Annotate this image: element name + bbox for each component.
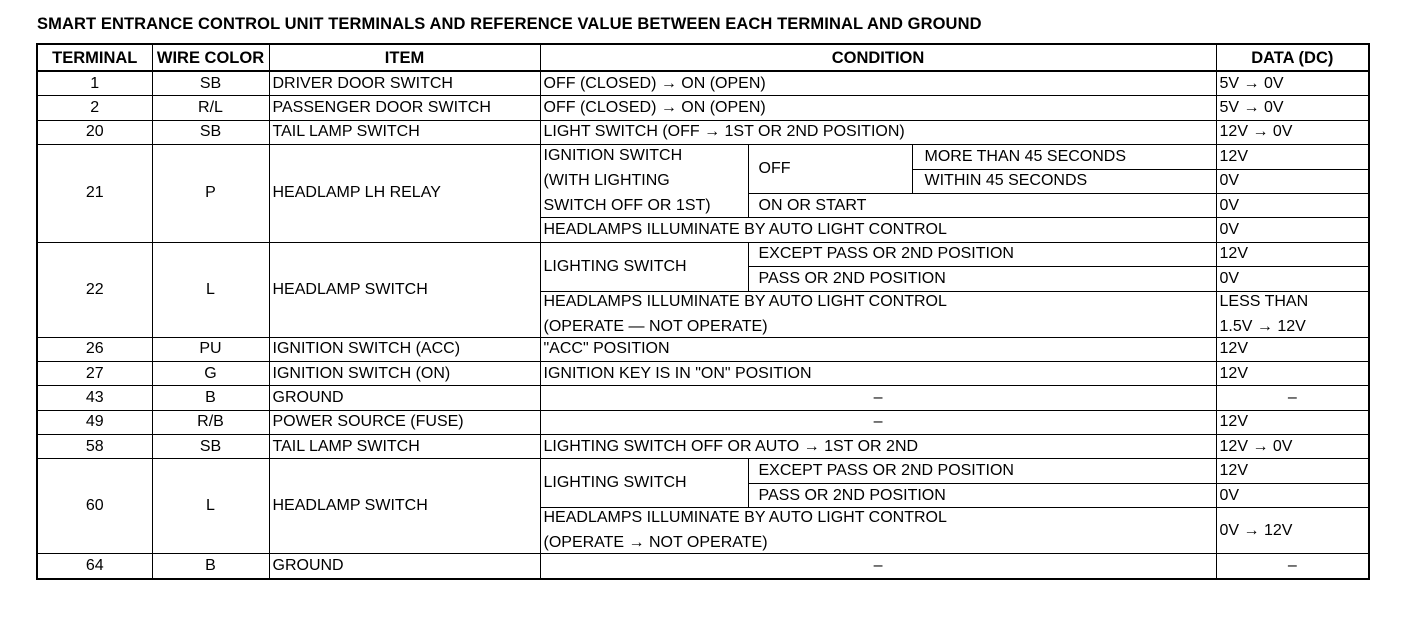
data-cell: 0V [1216,169,1369,193]
condition-cell [540,291,1216,337]
condition-cell: OFF (CLOSED) → ON (OPEN) [540,71,1216,96]
data-line: 1.5V → 12V [1219,317,1306,335]
data-cell: 0V [1216,267,1369,291]
table-row [37,435,1369,459]
item-cell: TAIL LAMP SWITCH [269,120,540,144]
data-cell: 12V [1216,337,1369,361]
wire-color-cell: L [152,242,269,337]
table-row [37,145,1369,169]
condition-cell: – [540,386,1216,410]
table-row [37,410,1369,434]
item-cell: IGNITION SWITCH (ACC) [269,337,540,361]
condition-cell: – [540,410,1216,434]
terminal-cell: 1 [37,71,152,96]
wire-color-cell: G [152,361,269,385]
wire-color-cell: B [152,554,269,579]
item-cell: HEADLAMP SWITCH [269,459,540,554]
condition-cell: ON OR START [748,193,1216,217]
data-cell: 12V [1216,459,1369,483]
condition-ignition-switch-cell [540,145,748,218]
table-row [37,361,1369,385]
wire-color-cell: SB [152,435,269,459]
terminal-cell: 27 [37,361,152,385]
condition-cell: HEADLAMPS ILLUMINATE BY AUTO LIGHT CONTROL [540,218,1216,242]
wire-color-cell: L [152,459,269,554]
data-cell: – [1216,386,1369,410]
terminal-cell: 49 [37,410,152,434]
wire-color-cell: B [152,386,269,410]
terminal-cell: 2 [37,96,152,120]
condition-cell: IGNITION KEY IS IN "ON" POSITION [540,361,1216,385]
table-row [37,71,1369,96]
data-cell: 0V [1216,483,1369,507]
terminal-cell: 43 [37,386,152,410]
condition-lighting-switch-cell: LIGHTING SWITCH [540,459,748,508]
item-cell: PASSENGER DOOR SWITCH [269,96,540,120]
data-cell: 12V [1216,361,1369,385]
condition-cell: PASS OR 2ND POSITION [748,267,1216,291]
col-header-wire-color: WIRE COLOR [152,44,269,71]
data-cell: 0V [1216,193,1369,217]
table-row [37,242,1369,266]
col-header-condition: CONDITION [540,44,1216,71]
condition-line: (OPERATE → NOT OPERATE) [543,534,768,552]
condition-cell [540,508,1216,554]
header-row [37,44,1369,71]
col-header-terminal: TERMINAL [37,44,152,71]
condition-cell: MORE THAN 45 SECONDS [912,145,1216,169]
data-cell [1216,291,1369,337]
data-cell: 12V [1216,145,1369,169]
item-cell: HEADLAMP SWITCH [269,242,540,337]
condition-off-cell: OFF [748,145,912,194]
condition-line: IGNITION SWITCH [543,147,683,165]
terminal-reference-table [36,43,1370,580]
col-header-item: ITEM [269,44,540,71]
table-row [37,386,1369,410]
table-row [37,459,1369,483]
condition-cell: PASS OR 2ND POSITION [748,483,1216,507]
terminal-cell: 21 [37,145,152,243]
table-row [37,554,1369,579]
condition-cell: "ACC" POSITION [540,337,1216,361]
item-cell: IGNITION SWITCH (ON) [269,361,540,385]
condition-cell: OFF (CLOSED) → ON (OPEN) [540,96,1216,120]
terminal-cell: 60 [37,459,152,554]
terminal-cell: 58 [37,435,152,459]
table-row [37,337,1369,361]
condition-cell: – [540,554,1216,579]
condition-cell: EXCEPT PASS OR 2ND POSITION [748,242,1216,266]
data-cell: 12V [1216,410,1369,434]
terminal-cell: 22 [37,242,152,337]
condition-cell: LIGHT SWITCH (OFF → 1ST OR 2ND POSITION) [540,120,1216,144]
condition-cell: EXCEPT PASS OR 2ND POSITION [748,459,1216,483]
item-cell: POWER SOURCE (FUSE) [269,410,540,434]
condition-lighting-switch-cell: LIGHTING SWITCH [540,242,748,291]
condition-cell: LIGHTING SWITCH OFF OR AUTO → 1ST OR 2ND [540,435,1216,459]
item-cell: HEADLAMP LH RELAY [269,145,540,243]
wire-color-cell: SB [152,71,269,96]
data-cell: 12V [1216,242,1369,266]
data-cell: 0V → 12V [1216,508,1369,554]
item-cell: GROUND [269,554,540,579]
condition-line: HEADLAMPS ILLUMINATE BY AUTO LIGHT CONTROL [543,509,947,527]
condition-cell: WITHIN 45 SECONDS [912,169,1216,193]
terminal-cell: 64 [37,554,152,579]
wire-color-cell: PU [152,337,269,361]
condition-line: SWITCH OFF OR 1ST) [543,197,711,215]
table-row [37,120,1369,144]
item-cell: GROUND [269,386,540,410]
condition-line: (OPERATE — NOT OPERATE) [543,317,768,335]
col-header-data: DATA (DC) [1216,44,1369,71]
condition-line: (WITH LIGHTING [543,172,670,190]
data-line: LESS THAN [1219,292,1309,310]
terminal-cell: 20 [37,120,152,144]
item-cell: DRIVER DOOR SWITCH [269,71,540,96]
table-row [37,96,1369,120]
condition-line: HEADLAMPS ILLUMINATE BY AUTO LIGHT CONTROL [543,292,947,310]
wire-color-cell: SB [152,120,269,144]
page-title: SMART ENTRANCE CONTROL UNIT TERMINALS AND REFERENCE VALUE BETWEEN EACH TERMINAL AND GROUND [37,15,982,33]
data-cell: 5V → 0V [1216,96,1369,120]
wire-color-cell: R/B [152,410,269,434]
data-cell: 12V → 0V [1216,435,1369,459]
wire-color-cell: P [152,145,269,243]
item-cell: TAIL LAMP SWITCH [269,435,540,459]
data-cell: 5V → 0V [1216,71,1369,96]
data-cell: – [1216,554,1369,579]
data-cell: 12V → 0V [1216,120,1369,144]
data-cell: 0V [1216,218,1369,242]
wire-color-cell: R/L [152,96,269,120]
terminal-cell: 26 [37,337,152,361]
